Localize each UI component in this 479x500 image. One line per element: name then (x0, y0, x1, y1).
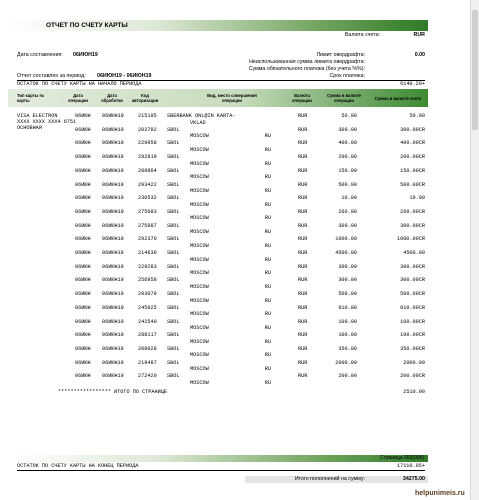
page-total-value: 2510.00 (403, 389, 425, 395)
end-balance-label: ОСТАТОК ПО СЧЕТУ КАРТЫ НА КОНЕЦ ПЕРИОДА (17, 463, 139, 469)
amount-cell: 50.00 (341, 113, 357, 119)
location-cell: MOSCOW RU (190, 325, 271, 331)
proc-date-cell: 06ИЮН19 (102, 318, 124, 325)
auth-code-cell: 229958 (138, 140, 157, 147)
date-label: Дата составления: (17, 52, 63, 58)
limit-label: Лимит овердрафта: (316, 52, 365, 58)
op-date-cell: 06ИЮН (75, 195, 91, 202)
currency-cell: RUR (298, 263, 308, 270)
table-row (0, 223, 479, 236)
currency-cell: RUR (298, 181, 308, 188)
start-balance-value: 6140.20+ (400, 81, 425, 87)
col-description: Вид, место совершения операции (207, 93, 257, 103)
table-row (0, 346, 479, 359)
end-balance-value: 17110.05+ (396, 463, 425, 469)
amount-cell: 150.00 (338, 167, 357, 174)
proc-date-cell: 06ИЮН19 (102, 345, 124, 352)
location-cell: MOSCOW RU (190, 215, 271, 222)
auth-code-cell: 230532 (138, 195, 157, 202)
currency-cell: RUR (298, 208, 308, 215)
proc-date-cell: 06ИЮН19 (102, 291, 124, 298)
currency-label: Валюта счета: (344, 32, 380, 38)
location-cell: MOSCOW RU (190, 242, 271, 249)
table-row (0, 373, 479, 386)
currency-cell: RUR (298, 126, 308, 133)
proc-date-cell: 06ИЮН19 (102, 373, 124, 380)
currency-cell: RUR (298, 236, 308, 243)
account-amount-cell: 300.00CR (400, 277, 425, 284)
amount-cell: 100.00 (338, 318, 357, 325)
period-label: Отчет составлен за период: (17, 73, 86, 79)
op-date-cell: 06ИЮН (75, 154, 91, 161)
op-date-cell: 06ИЮН (75, 359, 91, 366)
description-cell: SBERBANK ONL@IN KARTA- (167, 113, 236, 119)
card-type: VISA ELECTRON (17, 113, 58, 119)
currency-cell: RUR (298, 359, 308, 366)
amount-cell: 1000.00 (335, 236, 357, 243)
location-cell: MOSCOW RU (190, 174, 271, 181)
account-amount-cell: 350.00CR (400, 345, 425, 352)
auth-code-cell: 245925 (138, 304, 157, 311)
op-date-cell: 06ИЮН (75, 291, 91, 298)
op-date-cell: 06ИЮН (75, 332, 91, 339)
scrollbar-thumb[interactable] (472, 10, 478, 130)
account-amount-cell: 260.00CR (400, 208, 425, 215)
op-date-cell: 06ИЮН (75, 250, 91, 256)
col-auth: Код авторизации (131, 93, 159, 103)
op-date-cell: 06ИЮН (75, 140, 91, 147)
account-amount-cell: 150.00CR (400, 167, 425, 174)
account-amount-cell: 200.00CR (400, 373, 425, 380)
location-cell: MOSCOW RU (190, 133, 271, 140)
account-amount-cell: 500.00CR (400, 181, 425, 188)
col-op-date: Дата операции (67, 93, 89, 103)
amount-cell: 300.00 (338, 263, 357, 270)
table-row (0, 360, 479, 373)
amount-cell: 910.00 (338, 304, 357, 311)
table-row (0, 236, 479, 249)
location-cell: MOSCOW RU (190, 297, 271, 304)
description-cell: SBOL (167, 236, 180, 243)
description-cell: SBOL (167, 167, 180, 174)
auth-code-cell: 208028 (138, 345, 157, 352)
description-cell: SBOL (167, 332, 180, 339)
currency-cell: RUR (298, 373, 308, 380)
auth-code-cell: 288117 (138, 332, 157, 339)
card-number: XXXX XXXX XXX4 6751 (17, 119, 77, 125)
table-row (0, 140, 479, 153)
proc-date-cell: 06ИЮН19 (102, 126, 124, 133)
auth-code-cell: 219487 (138, 359, 157, 366)
description-cell: SBOL (167, 263, 180, 270)
table-row (0, 168, 479, 181)
proc-date-cell: 06ИЮН19 (102, 113, 124, 119)
currency-cell: RUR (298, 154, 308, 161)
col-proc-date: Дата обработки (101, 93, 123, 103)
table-row (0, 195, 479, 208)
currency-cell: RUR (298, 140, 308, 147)
auth-code-cell: 229283 (138, 263, 157, 270)
amount-cell: 500.00 (338, 291, 357, 298)
amount-cell: 350.00 (338, 345, 357, 352)
amount-cell: 200.00 (338, 154, 357, 161)
op-date-cell: 06ИЮН (75, 263, 91, 270)
table-header (8, 89, 428, 107)
currency-cell: RUR (298, 318, 308, 325)
auth-code-cell: 275683 (138, 208, 157, 215)
account-amount-cell: 100.00CR (400, 332, 425, 339)
location-cell: VKLAD (190, 119, 206, 126)
proc-date-cell: 06ИЮН19 (102, 181, 124, 188)
table-row (0, 291, 479, 304)
op-date-cell: 06ИЮН (75, 236, 91, 243)
description-cell: SBOL (167, 154, 180, 161)
account-amount-cell: 300.00CR (400, 126, 425, 133)
replenish-label: Итого пополнений на сумму: (294, 476, 365, 482)
period-value: 06ИЮН19 - 06ИЮН19 (97, 73, 152, 79)
proc-date-cell: 06ИЮН19 (102, 140, 124, 147)
auth-code-cell: 242540 (138, 318, 157, 325)
amount-cell: 4500.00 (335, 250, 357, 256)
amount-cell: 2000.00 (335, 359, 357, 366)
date-value: 06ИЮН19 (73, 52, 98, 58)
start-balance-label: ОСТАТОК ПО СЧЕТУ КАРТЫ НА НАЧАЛО ПЕРИОДА (17, 81, 142, 87)
table-row (0, 277, 479, 290)
op-date-cell: 06ИЮН (75, 167, 91, 174)
amount-cell: 260.00 (338, 208, 357, 215)
auth-code-cell: 292370 (138, 236, 157, 243)
proc-date-cell: 06ИЮН19 (102, 154, 124, 161)
col-amount: Сумма в валюте операции (326, 93, 362, 103)
currency-value: RUR (413, 32, 425, 38)
location-cell: MOSCOW RU (190, 229, 271, 236)
account-amount-cell: 1000.00CR (396, 236, 425, 243)
location-cell: MOSCOW RU (190, 201, 271, 208)
proc-date-cell: 06ИЮН19 (102, 222, 124, 229)
amount-cell: 400.00 (338, 140, 357, 147)
auth-code-cell: 215195 (138, 113, 157, 119)
op-date-cell: 06ИЮН (75, 304, 91, 311)
description-cell: SBOL (167, 277, 180, 284)
currency-cell: RUR (298, 222, 308, 229)
currency-cell: RUR (298, 250, 308, 256)
table-row (0, 319, 479, 332)
account-amount-cell: 910.00CR (400, 304, 425, 311)
proc-date-cell: 06ИЮН19 (102, 304, 124, 311)
card-kind: ОСНОВНАЯ (17, 125, 42, 131)
op-date-cell: 06ИЮН (75, 126, 91, 133)
unused-limit-label: Неиспользованная сумма лимита овердрафта: (249, 59, 365, 65)
proc-date-cell: 06ИЮН19 (102, 236, 124, 243)
currency-cell: RUR (298, 304, 308, 311)
report-title-bar (8, 20, 428, 31)
table-row (0, 250, 479, 263)
op-date-cell: 06ИЮН (75, 277, 91, 284)
auth-code-cell: 272420 (138, 373, 157, 380)
table-row (0, 264, 479, 277)
table-row (0, 209, 479, 222)
op-date-cell: 06ИЮН (75, 345, 91, 352)
description-cell: SBOL (167, 291, 180, 298)
limit-value: 0.00 (414, 52, 425, 58)
location-cell: MOSCOW RU (190, 283, 271, 290)
auth-code-cell: 293079 (138, 291, 157, 298)
proc-date-cell: 06ИЮН19 (102, 263, 124, 270)
amount-cell: 100.00 (338, 332, 357, 339)
page-total-label: ***************** ИТОГО ПО СТРАНИЦЕ (58, 389, 167, 395)
proc-date-cell: 06ИЮН19 (102, 277, 124, 284)
amount-cell: 10.00 (341, 195, 357, 202)
op-date-cell: 06ИЮН (75, 373, 91, 380)
account-amount-cell: 200.00CR (400, 154, 425, 161)
col-currency: Валюта операции (291, 93, 313, 103)
description-cell: SBOL (167, 126, 180, 133)
amount-cell: 300.00 (338, 126, 357, 133)
table-row (0, 305, 479, 318)
proc-date-cell: 06ИЮН19 (102, 167, 124, 174)
col-card: Тип карты № карты (17, 93, 45, 103)
table-row (0, 182, 479, 195)
auth-code-cell: 293422 (138, 181, 157, 188)
op-date-cell: 06ИЮН (75, 181, 91, 188)
due-date-label: Срок платежа: (329, 73, 365, 79)
auth-code-cell: 275987 (138, 222, 157, 229)
proc-date-cell: 06ИЮН19 (102, 332, 124, 339)
page-indicator-bar (8, 455, 428, 462)
description-cell: SBOL (167, 181, 180, 188)
location-cell: MOSCOW RU (190, 366, 271, 373)
description-cell: SBOL (167, 373, 180, 380)
table-row (0, 154, 479, 167)
account-amount-cell: 2000.00 (403, 359, 425, 366)
auth-code-cell: 289864 (138, 167, 157, 174)
proc-date-cell: 06ИЮН19 (102, 208, 124, 215)
page-number: Страница 003(005) (379, 455, 424, 461)
location-cell: MOSCOW RU (190, 188, 271, 194)
op-date-cell: 06ИЮН (75, 208, 91, 215)
account-amount-cell: 10.00 (409, 195, 425, 202)
amount-cell: 200.00 (338, 373, 357, 380)
amount-cell: 300.00 (338, 222, 357, 229)
account-amount-cell: 4500.00 (403, 250, 425, 256)
location-cell: MOSCOW RU (190, 338, 271, 345)
description-cell: SBOL (167, 222, 180, 229)
description-cell: SBOL (167, 345, 180, 352)
description-cell: SBOL (167, 195, 180, 202)
account-amount-cell: 500.00CR (400, 291, 425, 298)
location-cell: MOSCOW RU (190, 256, 271, 263)
proc-date-cell: 06ИЮН19 (102, 359, 124, 366)
watermark-logo: helpunimeis.ru (415, 490, 465, 497)
proc-date-cell: 06ИЮН19 (102, 250, 124, 256)
mandatory-payment-label: Сумма обязательного платежа (без учета %%): (248, 66, 365, 72)
col-account-amount: Сумма в валюте счета (374, 95, 422, 101)
auth-code-cell: 202792 (138, 126, 157, 133)
description-cell: SBOL (167, 140, 180, 147)
table-row (0, 332, 479, 345)
replenish-value: 34275.00 (402, 476, 425, 482)
op-date-cell: 06ИЮН (75, 113, 91, 119)
currency-cell: RUR (298, 113, 308, 119)
description-cell: SBOL (167, 304, 180, 311)
currency-cell: RUR (298, 277, 308, 284)
currency-cell: RUR (298, 345, 308, 352)
report-title: ОТЧЕТ ПО СЧЕТУ КАРТЫ (46, 22, 128, 29)
currency-cell: RUR (298, 195, 308, 202)
location-cell: MOSCOW RU (190, 160, 271, 167)
divider-bottom (17, 470, 425, 471)
location-cell: MOSCOW RU (190, 311, 271, 318)
auth-code-cell: 292819 (138, 154, 157, 161)
currency-cell: RUR (298, 291, 308, 298)
currency-cell: RUR (298, 332, 308, 339)
amount-cell: 300.00 (338, 277, 357, 284)
location-cell: MOSCOW RU (190, 379, 271, 386)
account-amount-cell: 400.00CR (400, 140, 425, 147)
op-date-cell: 06ИЮН (75, 318, 91, 325)
description-cell: SBOL (167, 250, 180, 256)
location-cell: MOSCOW RU (190, 352, 271, 359)
location-cell: MOSCOW RU (190, 270, 271, 277)
proc-date-cell: 06ИЮН19 (102, 195, 124, 202)
account-amount-cell: 100.00CR (400, 318, 425, 325)
currency-cell: RUR (298, 167, 308, 174)
location-cell: MOSCOW RU (190, 146, 271, 153)
auth-code-cell: 214630 (138, 250, 157, 256)
table-row (0, 127, 479, 140)
account-amount-cell: 50.00 (409, 113, 425, 119)
account-amount-cell: 300.00CR (400, 222, 425, 229)
description-cell: SBOL (167, 208, 180, 215)
op-date-cell: 06ИЮН (75, 222, 91, 229)
account-amount-cell: 300.00CR (400, 263, 425, 270)
description-cell: SBOL (167, 318, 180, 325)
auth-code-cell: 256958 (138, 277, 157, 284)
table-row (0, 113, 479, 126)
description-cell: SBOL (167, 359, 180, 366)
amount-cell: 500.00 (338, 181, 357, 188)
